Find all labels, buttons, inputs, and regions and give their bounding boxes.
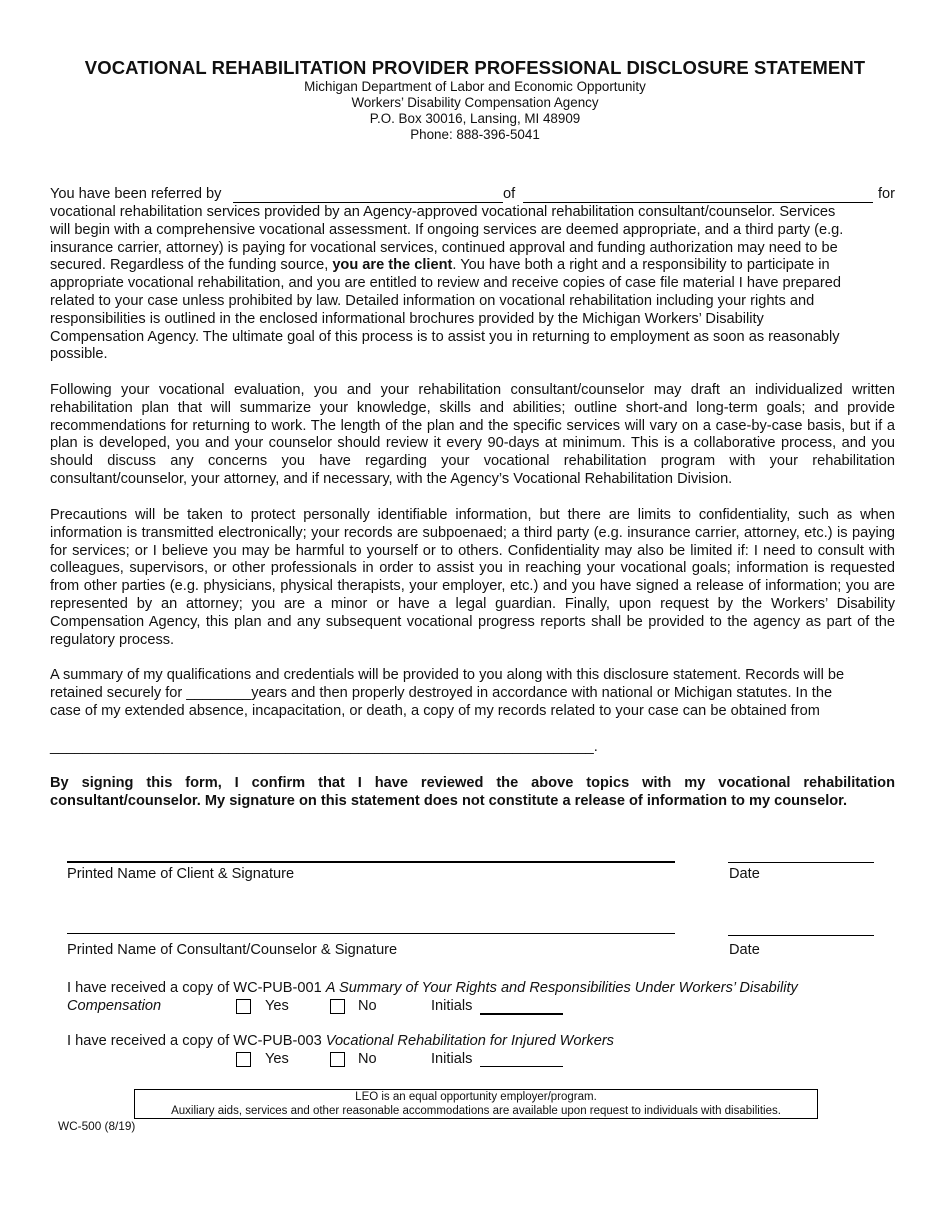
- receipt-pub003-title: Vocational Rehabilitation for Injured Workers: [325, 1033, 614, 1049]
- records-line: A summary of my qualifications and credentials will be provided to you along with this disclosure statement. Records will be: [50, 667, 845, 683]
- pub003-initials-label: Initials: [431, 1051, 473, 1067]
- department-name: Michigan Department of Labor and Economic Opportunity: [304, 79, 646, 94]
- referred-org-field[interactable]: [523, 188, 873, 203]
- client-signature-label: Printed Name of Client & Signature: [67, 866, 295, 882]
- receipt-pub001-title-cont: Compensation: [67, 998, 162, 1014]
- client-date-line[interactable]: [728, 862, 874, 863]
- form-id: WC-500 (8/19): [58, 1119, 136, 1133]
- pub003-no-label: No: [358, 1051, 377, 1067]
- referral-line: will begin with a comprehensive vocational assessment. If ongoing services are deemed appropriate, and a third party (e.g.: [50, 221, 844, 238]
- pub001-no-label: No: [358, 998, 377, 1014]
- of-label: of: [503, 186, 516, 202]
- client-text-b: . You have both a right and a responsibility to participate in: [452, 257, 830, 274]
- pub003-no-checkbox[interactable]: [330, 1052, 345, 1067]
- referral-line: related to your case unless prohibited by law. Detailed information on vocational rehabilitation including your rights and: [50, 292, 815, 309]
- client-signature-line[interactable]: [67, 861, 675, 863]
- receipt-pub001-title: A Summary of Your Rights and Responsibilities Under Workers’ Disability: [325, 980, 798, 996]
- pub003-initials-field[interactable]: [480, 1066, 563, 1067]
- referral-line: possible.: [50, 346, 108, 363]
- records-line: case of my extended absence, incapacitation, or death, a copy of my records related to your case can be obtained from: [50, 702, 820, 719]
- receipt-pub003: [67, 1033, 614, 1049]
- pub001-initials-field[interactable]: [480, 1013, 563, 1015]
- receipt-pub001-prefix: I have received a copy of WC-PUB-001: [67, 980, 326, 996]
- retention-suffix: years and then properly destroyed in accordance with national or Michigan statutes. In the: [251, 684, 833, 701]
- pub001-yes-label: Yes: [265, 998, 289, 1014]
- referral-line: appropriate vocational rehabilitation, and you are entitled to review and receive copies of case file material I have prepared: [50, 275, 841, 292]
- records-line: [50, 685, 895, 703]
- pub003-yes-checkbox[interactable]: [236, 1052, 251, 1067]
- records-contact-field[interactable]: ___________________________________________________________________.: [50, 739, 598, 755]
- pub001-no-checkbox[interactable]: [330, 999, 345, 1014]
- records-paragraph: [50, 667, 895, 720]
- referral-line: Compensation Agency. The ultimate goal of this process is to assist you in returning to employment as soon as reasonably: [50, 328, 840, 345]
- consultant-signature-label: Printed Name of Consultant/Counselor & Signature: [67, 942, 398, 958]
- pub001-yes-checkbox[interactable]: [236, 999, 251, 1014]
- receipt-pub001: [67, 980, 798, 996]
- retention-years-field[interactable]: ________: [186, 684, 252, 701]
- client-date-label: Date: [729, 866, 760, 882]
- consultant-date-label: Date: [729, 942, 760, 958]
- referred-by-field[interactable]: [233, 188, 503, 203]
- referral-line: insurance carrier, attorney) is paying for vocational services, continued approval and funding authorization may need to be: [50, 239, 838, 256]
- client-text-a: secured. Regardless of the funding source,: [50, 257, 333, 274]
- agency-name: Workers’ Disability Compensation Agency: [351, 95, 599, 110]
- agency-phone: Phone: 888-396-5041: [410, 127, 540, 142]
- confirmation-statement: By signing this form, I confirm that I have reviewed the above topics with my vocational rehabilitation consultant/counselor. My signature on this statement does not constitute a release of information to my counselor.: [50, 775, 895, 809]
- referral-line: [50, 257, 895, 275]
- confidentiality-paragraph: Precautions will be taken to protect personally identifiable information, but there are limits to confidentiality, such as when information is transmitted electronically; your records are subpoenaed; a third party (e.g. insurance carrier, attorney, etc.) is paying for services; or I believe you may be harmful to yourself or to others. Confidentiality may also be limited if: I need to consult with colleagues, supervisors, or other professionals in order to assist you in reaching your vocational goals; information is requested from other parties (e.g. physicians, physical therapists, your employer, etc.) and you have signed a release of information; you are represented by an attorney; you are a minor or have a legal guardian. Finally, upon request by the Workers’ Disability Compensation Agency, this plan and any subsequent vocational progress reports shall be provided to the agency as part of the regulatory process.: [50, 507, 895, 648]
- for-label: for: [877, 186, 895, 202]
- referral-line: vocational rehabilitation services provided by an Agency-approved vocational rehabilitation consultant/counselor. Services: [50, 204, 836, 220]
- eeo-notice-box: [134, 1089, 818, 1119]
- eeo-statement: LEO is an equal opportunity employer/program.: [355, 1091, 597, 1103]
- consultant-signature-line[interactable]: [67, 933, 675, 934]
- referred-by-label: You have been referred by: [50, 186, 222, 202]
- referral-line: [50, 186, 895, 204]
- pub003-yes-label: Yes: [265, 1051, 289, 1067]
- referral-line: responsibilities is outlined in the enclosed informational brochures provided by the Michigan Workers’ Disability: [50, 310, 764, 327]
- form-title: VOCATIONAL REHABILITATION PROVIDER PROFESSIONAL DISCLOSURE STATEMENT: [84, 57, 866, 78]
- agency-address: P.O. Box 30016, Lansing, MI 48909: [369, 111, 581, 126]
- pub001-initials-label: Initials: [431, 998, 473, 1014]
- consultant-date-line[interactable]: [728, 935, 874, 936]
- plan-paragraph: Following your vocational evaluation, you and your rehabilitation consultant/counselor may draft an individualized written rehabilitation plan that will summarize your knowledge, skills and abilities; outline short-and long-term goals; and provide recommendations for returning to work. The length of the plan and the specific services will vary on a case-by-case basis, but if a plan is developed, you and your counselor should review it every 90-days at minimum. This is a collaborative process, and you should discuss any concerns you have regarding your vocational rehabilitation program with your rehabilitation consultant/counselor, your attorney, and if necessary, with the Agency’s Vocational Rehabilitation Division.: [50, 382, 895, 487]
- receipt-pub003-prefix: I have received a copy of WC-PUB-003: [67, 1033, 326, 1049]
- client-emphasis: you are the client: [332, 257, 453, 274]
- referral-paragraph: [50, 186, 895, 364]
- accommodations-statement: Auxiliary aids, services and other reasonable accommodations are available upon request to individuals with disabilities.: [171, 1105, 781, 1117]
- retention-prefix: retained securely for: [50, 684, 187, 701]
